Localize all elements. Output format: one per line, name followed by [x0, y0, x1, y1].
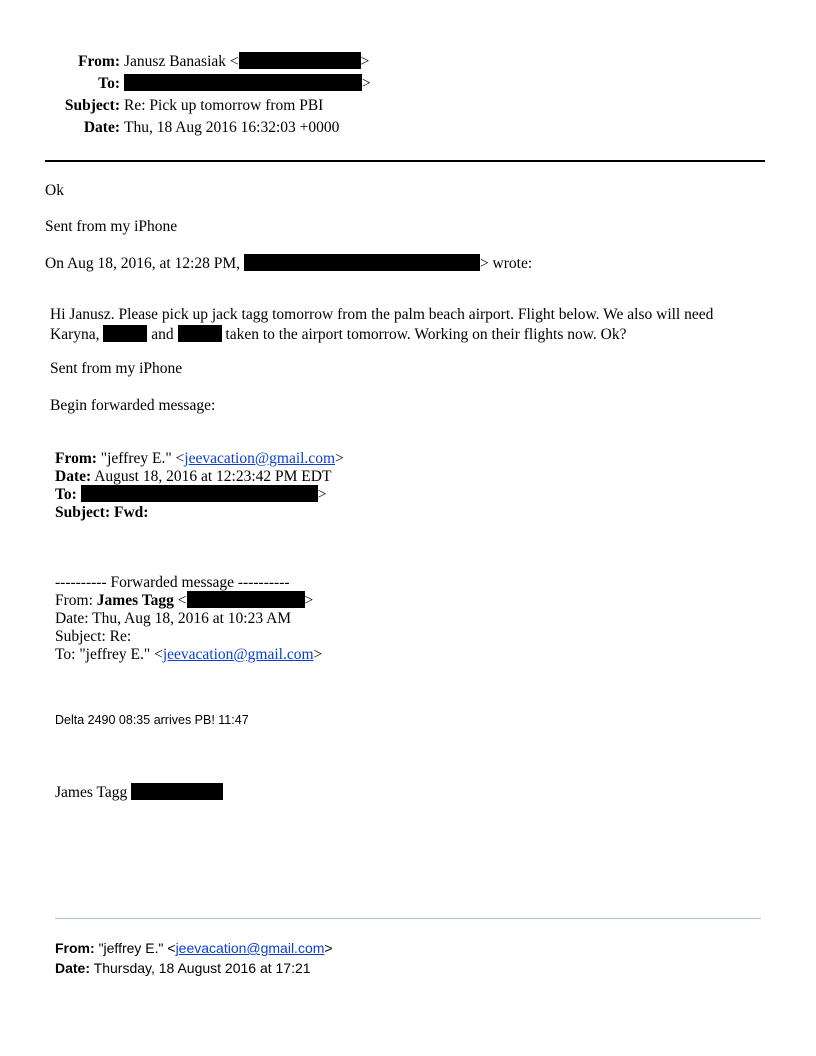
redaction-bar	[81, 485, 318, 502]
redaction-bar	[131, 783, 223, 800]
fwd1-date-value: August 18, 2016 at 12:23:42 PM EDT	[94, 468, 332, 485]
header-date-row	[45, 117, 375, 139]
fwd2-from-name: James Tagg	[96, 592, 174, 609]
redaction-bar	[124, 74, 362, 91]
redaction-bar	[187, 591, 305, 608]
fwd2-separator: ---------- Forwarded message ----------	[55, 574, 290, 591]
reply-attribution	[45, 254, 532, 273]
attribution-suffix: > wrote:	[479, 255, 533, 272]
header-to-row: To: >	[45, 73, 375, 95]
footer-divider	[55, 918, 761, 919]
fwd2-to-email-link[interactable]: jeevacation@gmail.com	[162, 646, 314, 663]
header-subject-row	[45, 95, 375, 117]
fwd1-date-row	[55, 467, 331, 487]
redaction-bar	[244, 254, 480, 271]
quoted-line-2	[50, 325, 627, 344]
footer-from-label: From:	[55, 940, 95, 956]
from-name: Janusz Banasiak	[124, 53, 227, 70]
footer-date-row	[55, 960, 311, 976]
fwd2-from-label: From:	[55, 592, 93, 609]
signoff-name: James Tagg	[55, 784, 128, 801]
footer-from-row: From: "jeffrey E." <jeevacation@gmail.com>	[55, 940, 333, 956]
footer-from-email-link[interactable]: jeevacation@gmail.com	[175, 940, 325, 956]
fwd2-to-prefix: To: "jeffrey E." <	[55, 646, 163, 663]
signoff-row	[55, 783, 223, 802]
fwd1-date-label: Date:	[55, 468, 92, 485]
fwd2-from-row: From: James Tagg < >	[55, 592, 314, 609]
quoted-text: taken to the airport tomorrow. Working on their flights now. Ok?	[225, 326, 627, 343]
header-from-row: From: Janusz Banasiak < >	[45, 51, 375, 73]
redaction-bar	[103, 325, 147, 342]
redaction-bar	[239, 52, 361, 69]
attribution-prefix: On Aug 18, 2016, at 12:28 PM,	[45, 255, 241, 272]
fwd1-subject-row	[55, 503, 148, 523]
to-label: To:	[98, 75, 120, 92]
date-label: Date:	[83, 119, 120, 136]
quoted-line-1: Hi Janusz. Please pick up jack tagg tomorrow from the palm beach airport. Flight below. We also will need	[50, 306, 714, 323]
quoted-text: and	[151, 326, 174, 343]
quoted-text: Karyna,	[50, 326, 100, 343]
subject-label: Subject:	[64, 97, 120, 114]
fwd1-from-label: From:	[55, 450, 97, 467]
header-divider	[45, 160, 765, 162]
subject-value: Re: Pick up tomorrow from PBI	[124, 97, 324, 114]
redaction-bar	[178, 325, 222, 342]
fwd1-from-row: From: "jeffrey E." <jeevacation@gmail.com>	[55, 450, 344, 467]
fwd1-from-name: "jeffrey E." <	[100, 450, 185, 467]
footer-date-value: Thursday, 18 August 2016 at 17:21	[93, 960, 311, 976]
fwd1-from-email-link[interactable]: jeevacation@gmail.com	[184, 450, 335, 467]
flight-details: Delta 2490 08:35 arrives PB! 11:47	[55, 713, 249, 727]
fwd1-to-row: To: >	[55, 486, 327, 503]
fwd2-subject-row: Subject: Re:	[55, 628, 132, 645]
forward-intro: Begin forwarded message:	[50, 397, 216, 414]
date-value: Thu, 18 Aug 2016 16:32:03 +0000	[124, 119, 340, 136]
fwd2-to-row: To: "jeffrey E." <jeevacation@gmail.com>	[55, 646, 323, 663]
footer-from-name: "jeffrey E." <	[98, 940, 176, 956]
fwd1-to-label: To:	[55, 486, 77, 503]
fwd1-subject-label: Subject: Fwd:	[55, 504, 149, 521]
reply-signature: Sent from my iPhone	[45, 218, 178, 235]
from-label: From:	[78, 53, 120, 70]
reply-body: Ok	[45, 182, 64, 199]
footer-date-label: Date:	[55, 960, 91, 976]
fwd2-date-row: Date: Thu, Aug 18, 2016 at 10:23 AM	[55, 610, 292, 627]
quoted-signature: Sent from my iPhone	[50, 360, 183, 377]
